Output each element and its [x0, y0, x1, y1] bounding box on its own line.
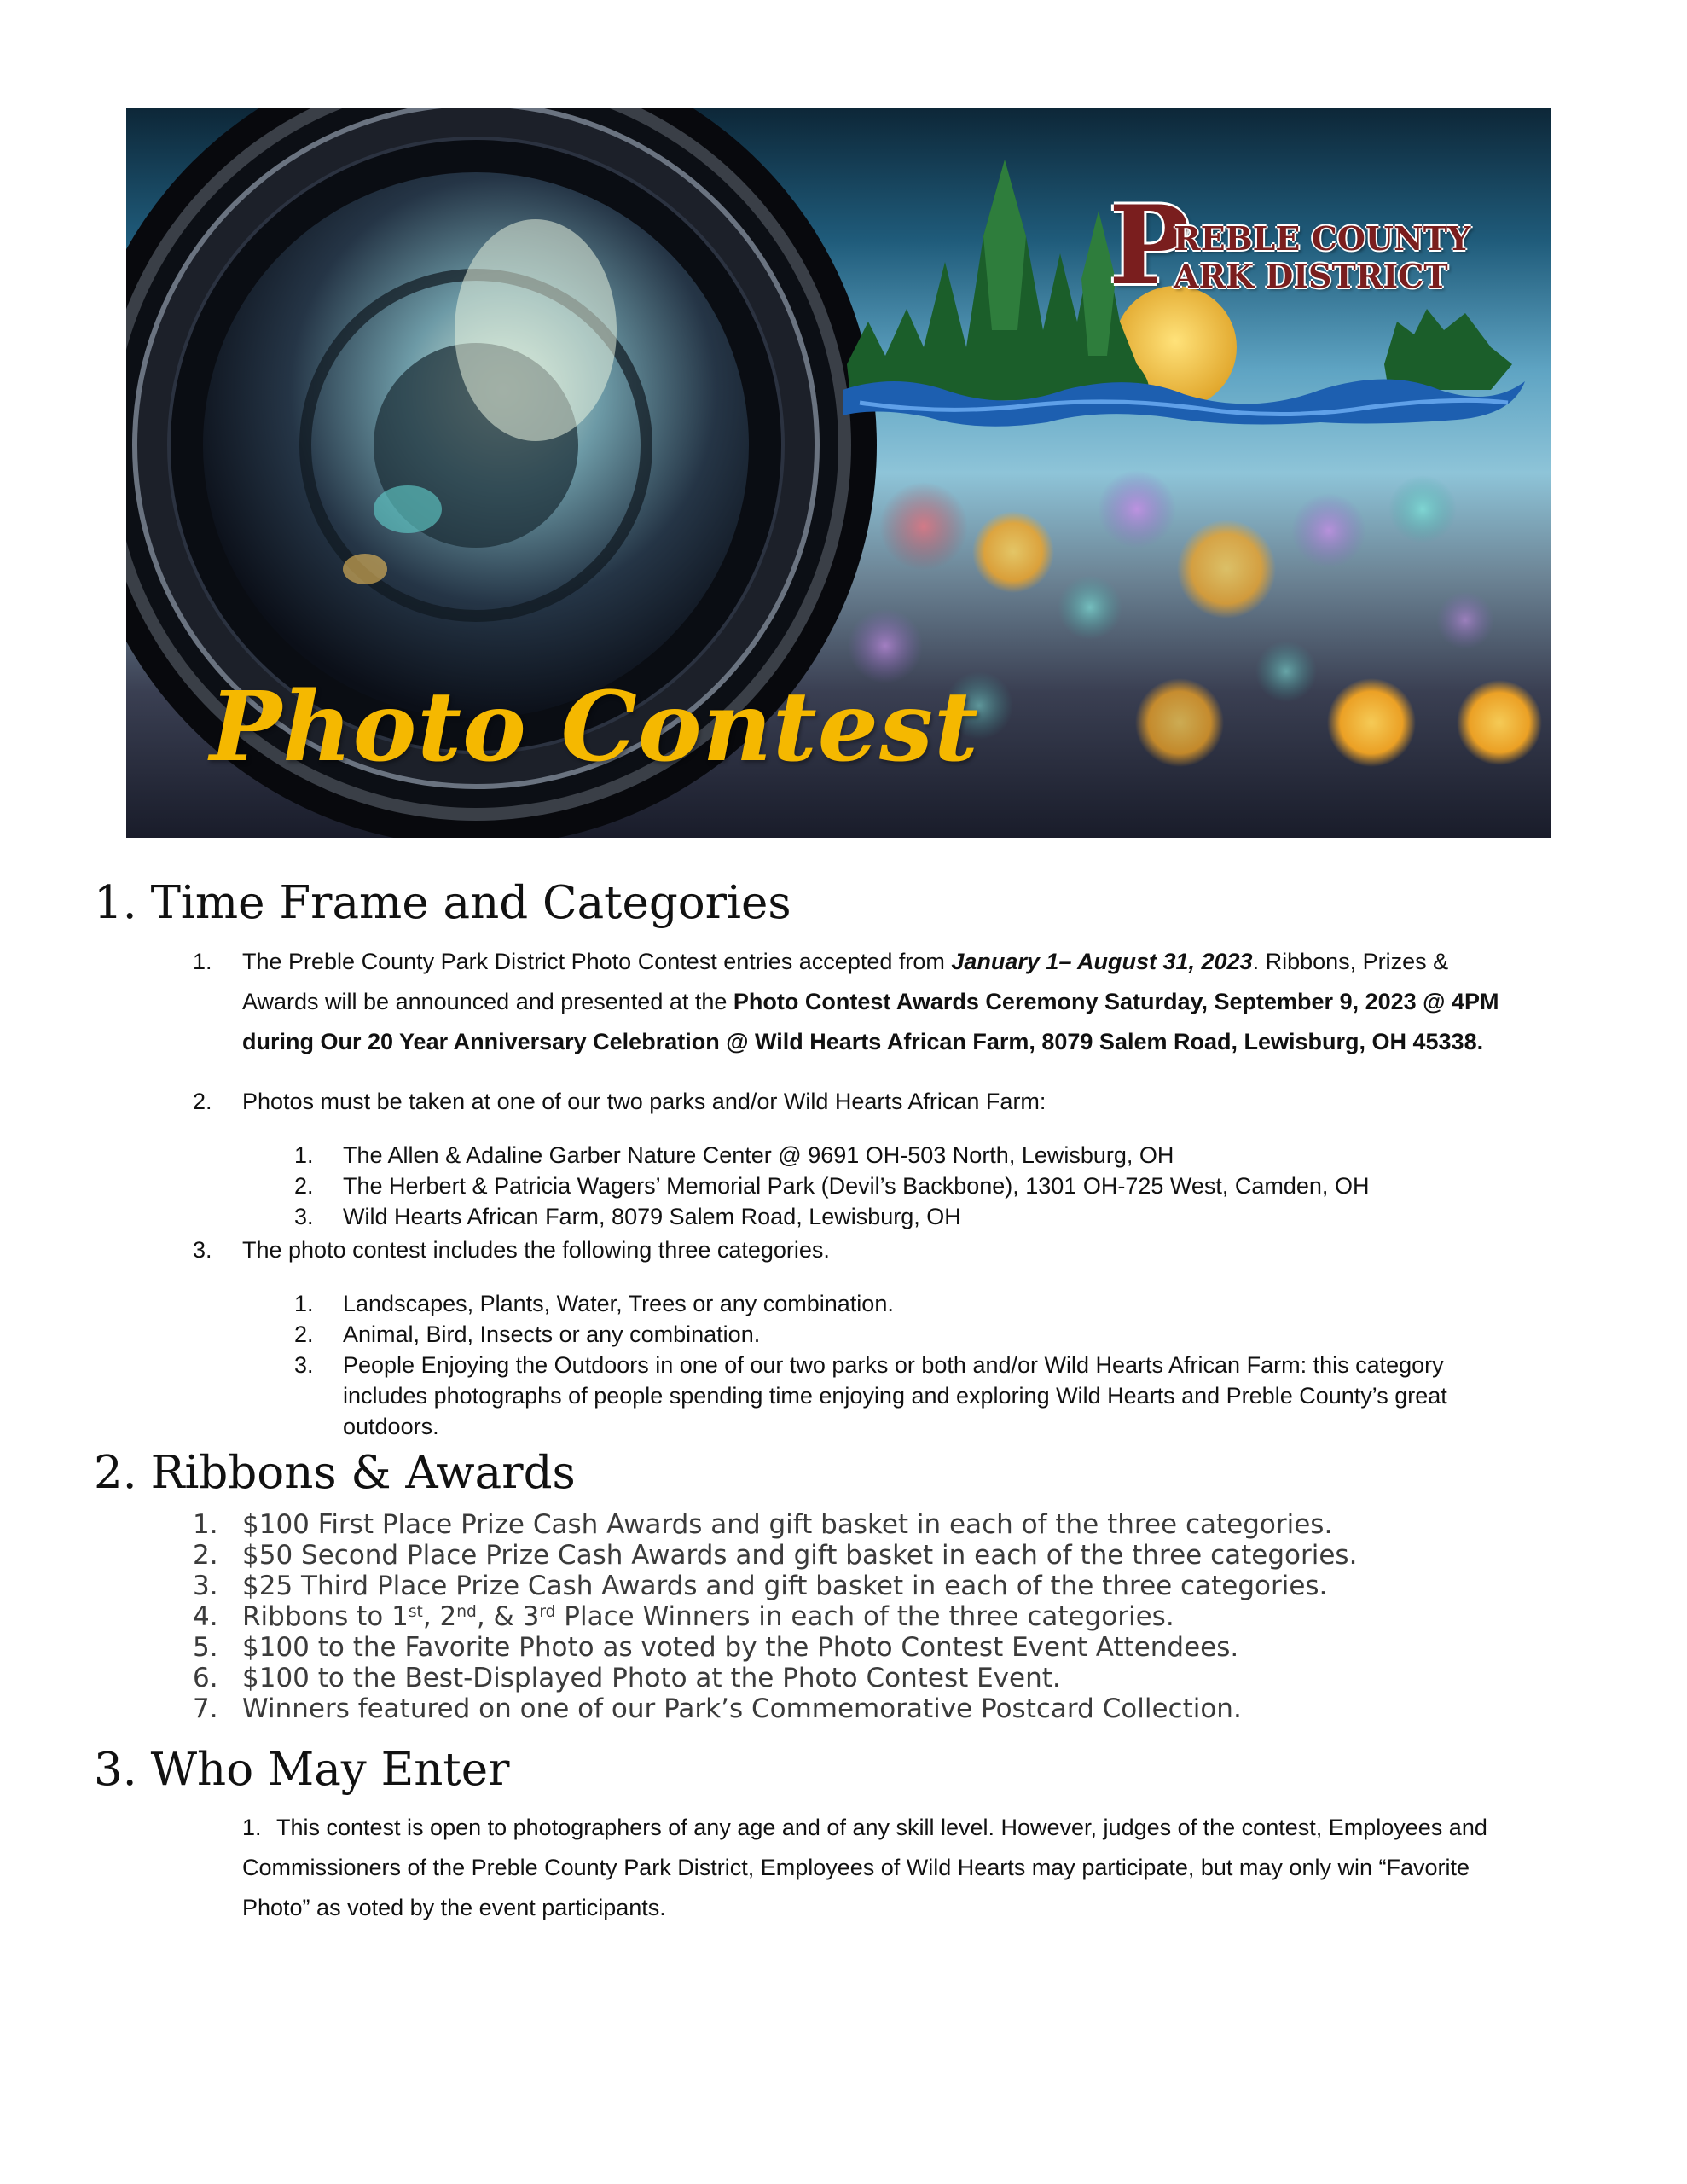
category-item-line: outdoors.	[343, 1414, 439, 1439]
entry-dates-line	[242, 948, 1448, 975]
text-segment: , & 3	[476, 1601, 540, 1632]
list-marker: 4.	[193, 1601, 218, 1632]
list-marker: 5.	[193, 1632, 218, 1663]
list-marker: 2.	[193, 1540, 218, 1571]
park-location-item: Wild Hearts African Farm, 8079 Salem Road, Lewisburg, OH	[343, 1204, 961, 1229]
category-item-line: People Enjoying the Outdoors in one of our two parks or both and/or Wild Hearts African Farm: this category	[343, 1352, 1444, 1378]
text-segment: The Preble County Park District Photo Contest entries accepted from	[242, 949, 952, 974]
section-title: Time Frame and Categories	[150, 877, 791, 929]
park-location-item: The Allen & Adaline Garber Nature Center @ 9691 OH-503 North, Lewisburg, OH	[343, 1142, 1174, 1168]
sub-list-marker: 2.	[294, 1321, 314, 1347]
eligibility-line: Commissioners of the Preble County Park District, Employees of Wild Hearts may participate, but may only win “Favorite	[242, 1855, 1470, 1880]
text-segment: , 2	[422, 1601, 457, 1632]
award-item: $100 First Place Prize Cash Awards and gift basket in each of the three categories.	[242, 1509, 1333, 1540]
list-marker: 1.	[242, 1815, 262, 1840]
text-segment: Ribbons to 1	[242, 1601, 409, 1632]
list-marker: 1.	[193, 949, 212, 974]
category-item: Landscapes, Plants, Water, Trees or any combination.	[343, 1291, 894, 1316]
list-marker: 7.	[193, 1693, 218, 1724]
section-number: 3.	[94, 1744, 137, 1796]
ordinal-suffix: rd	[539, 1602, 556, 1621]
sub-list-marker: 3.	[294, 1204, 314, 1229]
logo-text-park-district: ARK DISTRICT	[1174, 257, 1448, 295]
sub-list-marker: 3.	[294, 1352, 314, 1378]
award-item-ribbons	[242, 1602, 1174, 1633]
section-title: Who May Enter	[150, 1744, 510, 1796]
sub-list-marker: 1.	[294, 1291, 314, 1316]
section-title: Ribbons & Awards	[150, 1447, 576, 1499]
award-item: $25 Third Place Prize Cash Awards and gift basket in each of the three categories.	[242, 1571, 1328, 1601]
list-item: The photo contest includes the following three categories.	[242, 1237, 830, 1263]
section-heading-ribbons-awards	[94, 1447, 576, 1499]
section-heading-time-frame	[94, 877, 791, 929]
eligibility-line: Photo” as voted by the event participants.	[242, 1895, 666, 1920]
celebration-details: during Our 20 Year Anniversary Celebration @ Wild Hearts African Farm, 8079 Salem Road, Lewisburg, OH 45338.	[242, 1029, 1484, 1054]
celebration-line	[242, 1028, 1483, 1055]
sub-list-marker: 1.	[294, 1142, 314, 1168]
ceremony-details: Photo Contest Awards Ceremony Saturday, September 9, 2023 @ 4PM	[733, 989, 1499, 1014]
logo-initial-p: P	[1109, 183, 1190, 309]
ordinal-suffix: st	[408, 1602, 423, 1621]
text-segment: . Ribbons, Prizes &	[1252, 949, 1449, 974]
list-marker: 3.	[193, 1237, 212, 1263]
list-marker: 3.	[193, 1571, 218, 1601]
section-heading-who-may-enter	[94, 1744, 510, 1796]
text-segment: Awards will be announced and presented at the	[242, 989, 733, 1014]
list-item: Photos must be taken at one of our two parks and/or Wild Hearts African Farm:	[242, 1089, 1046, 1114]
category-item-line: includes photographs of people spending time enjoying and exploring Wild Hearts and Preble County’s great	[343, 1383, 1447, 1409]
list-marker: 2.	[193, 1089, 212, 1114]
category-item: Animal, Bird, Insects or any combination.	[343, 1321, 761, 1347]
sub-list-marker: 2.	[294, 1173, 314, 1199]
photo-contest-banner	[126, 108, 1551, 838]
award-item: $50 Second Place Prize Cash Awards and gift basket in each of the three categories.	[242, 1540, 1358, 1571]
section-number: 1.	[94, 877, 137, 929]
text-segment: Place Winners in each of the three categories.	[555, 1601, 1174, 1632]
list-marker: 1.	[193, 1509, 218, 1540]
ceremony-line	[242, 988, 1499, 1015]
entry-dates: January 1– August 31, 2023	[951, 949, 1253, 974]
section-number: 2.	[94, 1447, 137, 1499]
banner-title: Photo Contest	[210, 671, 979, 783]
award-item: $100 to the Best-Displayed Photo at the Photo Contest Event.	[242, 1663, 1061, 1693]
list-marker: 6.	[193, 1663, 218, 1693]
ordinal-suffix: nd	[456, 1602, 477, 1621]
logo-text-preble-county: REBLE COUNTY	[1174, 219, 1471, 258]
award-item: Winners featured on one of our Park’s Commemorative Postcard Collection.	[242, 1693, 1242, 1724]
eligibility-line: This contest is open to photographers of any age and of any skill level. However, judges of the contest, Employees and	[276, 1815, 1487, 1840]
award-item: $100 to the Favorite Photo as voted by the Photo Contest Event Attendees.	[242, 1632, 1239, 1663]
park-location-item: The Herbert & Patricia Wagers’ Memorial Park (Devil’s Backbone), 1301 OH-725 West, Camden, OH	[343, 1173, 1370, 1199]
